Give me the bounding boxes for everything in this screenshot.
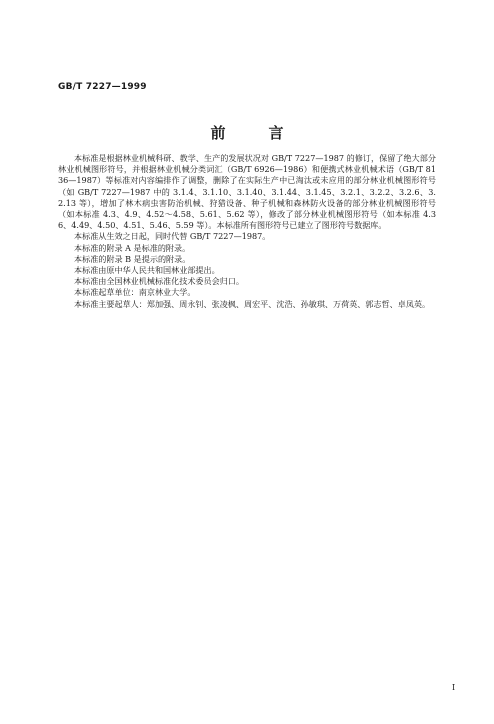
paragraph-administered-by: 本标准由全国林业机械标准化技术委员会归口。 — [74, 276, 244, 287]
paragraph-revision-summary: 本标准是根据林业机械科研、教学、生产的发展状况对 GB/T 7227—1987 的修订，保留了绝大部分林业机械图形符号，并根据林业机械分类词汇（GB/T 6926—1986）和便携式林业机械术语（GB/T 8136—1987）等标准对内容编排作了调整，删除了在实际生产中已淘汰或未应用的部分林业机械图形符号（如 GB/T 7227—1987 中的 3.1.4、3.1.10、3.1.40、3.1.44、3.1.45、3.2.1、3.2.2、3.2.6、3.2.13 等），增加了林木病虫害防治机械、狩猎设备、种子机械和森林防火设备的部分林业机械图形符号（如本标准 4.3、4.9、4.52～4.58、5.61、5.62 等），修改了部分林业机械图形符号（如本标准 4.36、4.49、4.50、4.51、5.46、5.59 等）。本标准所有图形符号已建立了图形符号数据库。 — [58, 153, 436, 231]
paragraph-drafting-unit: 本标准起草单位：南京林业大学。 — [74, 287, 196, 298]
paragraph-effective: 本标准从生效之日起，同时代替 GB/T 7227—1987。 — [74, 231, 271, 242]
foreword-body — [58, 153, 436, 310]
page-title: 前 言 — [210, 124, 298, 142]
standard-code: GB/T 7227—1999 — [58, 82, 147, 92]
paragraph-proposed-by: 本标准由原中华人民共和国林业部提出。 — [74, 265, 220, 276]
paragraph-appendix-b: 本标准的附录 B 是提示的附录。 — [74, 253, 191, 264]
paragraph-drafters: 本标准主要起草人：郑加强、周永钊、张凌枫、周宏平、沈浩、孙敏琪、万荷英、郭志哲、卓凤英。 — [74, 298, 431, 309]
page-number: I — [452, 683, 456, 692]
paragraph-appendix-a: 本标准的附录 A 是标准的附录。 — [74, 242, 191, 253]
